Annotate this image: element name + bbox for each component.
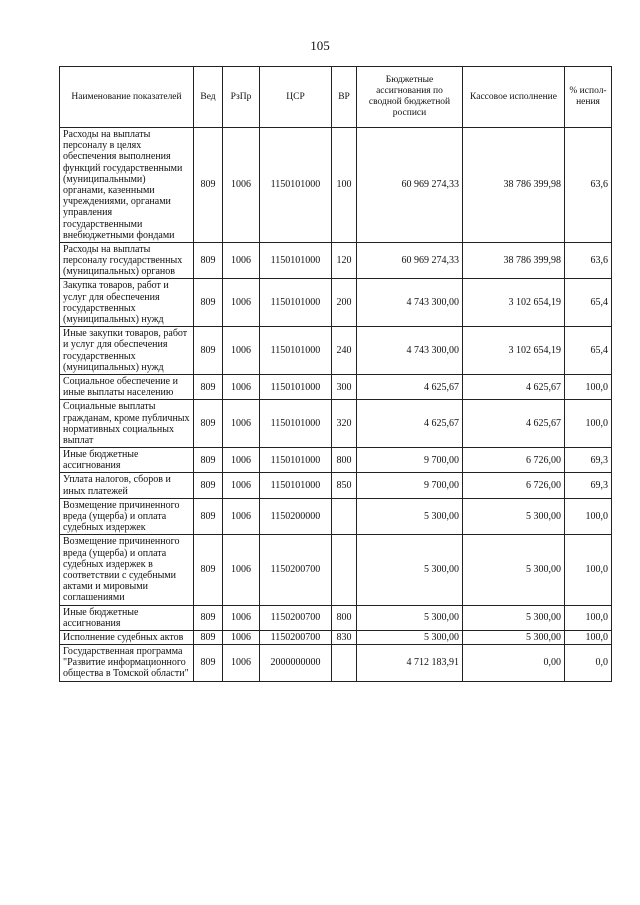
budget-execution-table bbox=[59, 66, 612, 682]
cell-cash: 4 625,67 bbox=[463, 400, 565, 448]
cell-csr: 1150101000 bbox=[260, 448, 332, 473]
table-row bbox=[60, 498, 612, 535]
cell-csr: 1150101000 bbox=[260, 279, 332, 327]
cell-pct: 0,0 bbox=[565, 645, 612, 682]
cell-pct: 63,6 bbox=[565, 242, 612, 279]
cell-budget: 9 700,00 bbox=[357, 473, 463, 498]
cell-cash: 5 300,00 bbox=[463, 535, 565, 605]
cell-name: Социальное обеспечение и иные выплаты населению bbox=[60, 374, 194, 399]
cell-vr: 830 bbox=[332, 630, 357, 644]
header-budget: Бюджетные ассигнования по сводной бюджетной росписи bbox=[357, 67, 463, 128]
cell-pct: 100,0 bbox=[565, 535, 612, 605]
table-row bbox=[60, 400, 612, 448]
cell-vr: 200 bbox=[332, 279, 357, 327]
cell-vr: 800 bbox=[332, 605, 357, 630]
header-rzpr: РзПр bbox=[223, 67, 260, 128]
table-row bbox=[60, 279, 612, 327]
cell-cash: 5 300,00 bbox=[463, 630, 565, 644]
cell-vr: 320 bbox=[332, 400, 357, 448]
cell-pct: 100,0 bbox=[565, 374, 612, 399]
cell-name: Расходы на выплаты персоналу государственных (муниципальных) органов bbox=[60, 242, 194, 279]
table-header-row bbox=[60, 67, 612, 128]
cell-rzpr: 1006 bbox=[223, 374, 260, 399]
cell-cash: 3 102 654,19 bbox=[463, 279, 565, 327]
header-csr: ЦСР bbox=[260, 67, 332, 128]
header-name: Наименование показателей bbox=[60, 67, 194, 128]
table-row bbox=[60, 128, 612, 243]
cell-cash: 0,00 bbox=[463, 645, 565, 682]
cell-budget: 60 969 274,33 bbox=[357, 242, 463, 279]
cell-ved: 809 bbox=[194, 400, 223, 448]
cell-budget: 5 300,00 bbox=[357, 605, 463, 630]
cell-ved: 809 bbox=[194, 374, 223, 399]
cell-csr: 1150200700 bbox=[260, 535, 332, 605]
table-row bbox=[60, 448, 612, 473]
cell-vr: 850 bbox=[332, 473, 357, 498]
cell-csr: 1150101000 bbox=[260, 327, 332, 375]
cell-cash: 5 300,00 bbox=[463, 498, 565, 535]
cell-pct: 100,0 bbox=[565, 605, 612, 630]
cell-budget: 4 743 300,00 bbox=[357, 327, 463, 375]
cell-csr: 1150101000 bbox=[260, 374, 332, 399]
cell-name: Возмещение причиненного вреда (ущерба) и оплата судебных издержек bbox=[60, 498, 194, 535]
table-row bbox=[60, 605, 612, 630]
cell-ved: 809 bbox=[194, 645, 223, 682]
cell-ved: 809 bbox=[194, 630, 223, 644]
cell-rzpr: 1006 bbox=[223, 498, 260, 535]
cell-ved: 809 bbox=[194, 535, 223, 605]
cell-cash: 38 786 399,98 bbox=[463, 242, 565, 279]
cell-ved: 809 bbox=[194, 473, 223, 498]
cell-budget: 5 300,00 bbox=[357, 630, 463, 644]
table-row bbox=[60, 374, 612, 399]
cell-name: Возмещение причиненного вреда (ущерба) и оплата судебных издержек в соответствии с судебными актами и мировыми соглашениями bbox=[60, 535, 194, 605]
cell-vr: 240 bbox=[332, 327, 357, 375]
cell-cash: 4 625,67 bbox=[463, 374, 565, 399]
cell-rzpr: 1006 bbox=[223, 645, 260, 682]
cell-csr: 1150101000 bbox=[260, 128, 332, 243]
cell-name: Расходы на выплаты персоналу в целях обеспечения выполнения функций государственными (муниципальными) органами, казенными учреждениями, органами управления государственными внебюджетными фондами bbox=[60, 128, 194, 243]
cell-name: Иные бюджетные ассигнования bbox=[60, 448, 194, 473]
cell-name: Исполнение судебных актов bbox=[60, 630, 194, 644]
cell-name: Социальные выплаты гражданам, кроме публичных нормативных социальных выплат bbox=[60, 400, 194, 448]
cell-ved: 809 bbox=[194, 128, 223, 243]
cell-csr: 1150101000 bbox=[260, 473, 332, 498]
cell-rzpr: 1006 bbox=[223, 279, 260, 327]
cell-vr bbox=[332, 498, 357, 535]
cell-rzpr: 1006 bbox=[223, 630, 260, 644]
cell-rzpr: 1006 bbox=[223, 242, 260, 279]
cell-budget: 60 969 274,33 bbox=[357, 128, 463, 243]
cell-budget: 5 300,00 bbox=[357, 498, 463, 535]
cell-budget: 4 712 183,91 bbox=[357, 645, 463, 682]
cell-ved: 809 bbox=[194, 448, 223, 473]
header-pct: % испол-нения bbox=[565, 67, 612, 128]
cell-rzpr: 1006 bbox=[223, 128, 260, 243]
cell-csr: 1150200000 bbox=[260, 498, 332, 535]
cell-ved: 809 bbox=[194, 279, 223, 327]
header-cash: Кассовое исполнение bbox=[463, 67, 565, 128]
table-row bbox=[60, 535, 612, 605]
table-row bbox=[60, 473, 612, 498]
cell-ved: 809 bbox=[194, 242, 223, 279]
header-ved: Вед bbox=[194, 67, 223, 128]
cell-vr bbox=[332, 535, 357, 605]
table-row bbox=[60, 242, 612, 279]
cell-vr: 100 bbox=[332, 128, 357, 243]
cell-ved: 809 bbox=[194, 498, 223, 535]
cell-budget: 5 300,00 bbox=[357, 535, 463, 605]
cell-pct: 63,6 bbox=[565, 128, 612, 243]
table-body bbox=[60, 128, 612, 682]
cell-rzpr: 1006 bbox=[223, 535, 260, 605]
cell-pct: 100,0 bbox=[565, 630, 612, 644]
cell-vr: 800 bbox=[332, 448, 357, 473]
cell-name: Закупка товаров, работ и услуг для обеспечения государственных (муниципальных) нужд bbox=[60, 279, 194, 327]
cell-pct: 65,4 bbox=[565, 327, 612, 375]
table-row bbox=[60, 645, 612, 682]
cell-rzpr: 1006 bbox=[223, 473, 260, 498]
cell-name: Иные закупки товаров, работ и услуг для обеспечения государственных (муниципальных) нужд bbox=[60, 327, 194, 375]
header-vr: ВР bbox=[332, 67, 357, 128]
cell-cash: 3 102 654,19 bbox=[463, 327, 565, 375]
cell-name: Государственная программа "Развитие информационного общества в Томской области" bbox=[60, 645, 194, 682]
cell-cash: 6 726,00 bbox=[463, 448, 565, 473]
cell-budget: 4 625,67 bbox=[357, 400, 463, 448]
table-row bbox=[60, 630, 612, 644]
cell-pct: 65,4 bbox=[565, 279, 612, 327]
cell-csr: 1150101000 bbox=[260, 242, 332, 279]
cell-csr: 1150200700 bbox=[260, 605, 332, 630]
cell-csr: 1150101000 bbox=[260, 400, 332, 448]
cell-rzpr: 1006 bbox=[223, 448, 260, 473]
table-row bbox=[60, 327, 612, 375]
cell-rzpr: 1006 bbox=[223, 400, 260, 448]
cell-csr: 2000000000 bbox=[260, 645, 332, 682]
cell-pct: 69,3 bbox=[565, 473, 612, 498]
cell-pct: 100,0 bbox=[565, 400, 612, 448]
cell-vr bbox=[332, 645, 357, 682]
cell-ved: 809 bbox=[194, 605, 223, 630]
cell-vr: 300 bbox=[332, 374, 357, 399]
cell-rzpr: 1006 bbox=[223, 327, 260, 375]
cell-ved: 809 bbox=[194, 327, 223, 375]
cell-pct: 69,3 bbox=[565, 448, 612, 473]
cell-cash: 38 786 399,98 bbox=[463, 128, 565, 243]
cell-budget: 9 700,00 bbox=[357, 448, 463, 473]
cell-vr: 120 bbox=[332, 242, 357, 279]
cell-budget: 4 743 300,00 bbox=[357, 279, 463, 327]
cell-csr: 1150200700 bbox=[260, 630, 332, 644]
cell-rzpr: 1006 bbox=[223, 605, 260, 630]
cell-cash: 5 300,00 bbox=[463, 605, 565, 630]
cell-cash: 6 726,00 bbox=[463, 473, 565, 498]
cell-budget: 4 625,67 bbox=[357, 374, 463, 399]
cell-pct: 100,0 bbox=[565, 498, 612, 535]
cell-name: Уплата налогов, сборов и иных платежей bbox=[60, 473, 194, 498]
page-number: 105 bbox=[310, 38, 330, 53]
cell-name: Иные бюджетные ассигнования bbox=[60, 605, 194, 630]
